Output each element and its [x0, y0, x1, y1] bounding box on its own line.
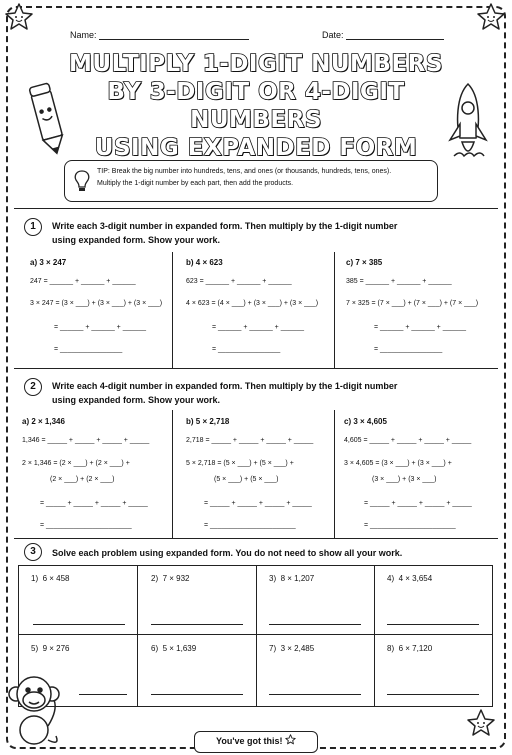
problem-expression: 5 × 1,639 — [162, 644, 197, 653]
multiply-line[interactable]: (3 × ___) + (3 × ___) — [372, 476, 437, 483]
instruction-line: using expanded form. Show your work. — [52, 395, 221, 405]
divider — [374, 566, 375, 706]
problem-expression: 6 × 458 — [42, 574, 70, 583]
problem-title: c) 3 × 4,605 — [344, 417, 387, 426]
multiply-line[interactable]: 2 × 1,346 = (2 × ___) + (2 × ___) + — [22, 460, 130, 467]
problem-number: 8) — [387, 644, 395, 653]
answer-line[interactable] — [269, 624, 361, 625]
tip-text: Multiply the 1-digit number by each part, then add the products. — [97, 180, 294, 187]
answer-line[interactable]: = ________________ — [54, 346, 123, 353]
multiply-line[interactable]: (5 × ___) + (5 × ___) — [214, 476, 279, 483]
section-number: 2 — [24, 378, 42, 396]
expanded-form-line[interactable]: 385 = ______ + ______ + ______ — [346, 278, 452, 285]
problem-number: 2) — [151, 574, 159, 583]
section-number: 3 — [24, 543, 42, 561]
monkey-icon — [8, 670, 60, 750]
problem-cell — [31, 574, 70, 583]
answer-line[interactable]: = ________________ — [374, 346, 443, 353]
problem-expression: 4 × 3,654 — [398, 574, 433, 583]
problem-number: 7) — [269, 644, 277, 653]
encouragement-badge — [194, 731, 318, 753]
expanded-form-line[interactable]: 1,346 = _____ + _____ + _____ + _____ — [22, 437, 150, 444]
sum-line[interactable]: = _____ + _____ + _____ + _____ — [364, 500, 472, 507]
divider — [172, 410, 173, 538]
problem-cell — [31, 644, 70, 653]
divider — [334, 410, 335, 538]
answer-line[interactable] — [387, 624, 479, 625]
multiply-line[interactable]: 7 × 325 = (7 × ___) + (7 × ___) + (7 × ___) — [346, 300, 479, 307]
expanded-form-line[interactable]: 623 = ______ + ______ + ______ — [186, 278, 292, 285]
problem-title: b) 5 × 2,718 — [186, 417, 230, 426]
problem-number: 5) — [31, 644, 39, 653]
date-field[interactable] — [322, 30, 444, 40]
instruction-line: Write each 4-digit number in expanded form. Then multiply by the 1-digit number — [52, 381, 398, 391]
problem-expression: 8 × 1,207 — [280, 574, 315, 583]
expanded-form-line[interactable]: 2,718 = _____ + _____ + _____ + _____ — [186, 437, 314, 444]
name-field[interactable] — [70, 30, 249, 40]
answer-line[interactable]: = ______________________ — [40, 522, 132, 529]
title-line: MULTIPLY 1-DIGIT NUMBERS — [69, 51, 443, 77]
section-instructions: Solve each problem using expanded form. You do not need to show all your work. — [52, 548, 403, 558]
date-label: Date: — [322, 30, 344, 40]
problem-expression: 6 × 7,120 — [398, 644, 433, 653]
problem-cell — [269, 644, 314, 653]
divider — [334, 252, 335, 368]
answer-line[interactable]: = ______________________ — [204, 522, 296, 529]
title-line: USING EXPANDED FORM — [94, 135, 418, 161]
name-label: Name: — [70, 30, 97, 40]
problem-title: c) 7 × 385 — [346, 258, 383, 267]
problem-expression: 9 × 276 — [42, 644, 70, 653]
problem-number: 3) — [269, 574, 277, 583]
problem-number: 1) — [31, 574, 39, 583]
star-icon — [466, 708, 496, 738]
problem-cell — [151, 574, 190, 583]
multiply-line[interactable]: 5 × 2,718 = (5 × ___) + (5 × ___) + — [186, 460, 294, 467]
title-line: BY 3-DIGIT OR 4-DIGIT NUMBERS — [107, 79, 405, 133]
sum-line[interactable]: = ______ + ______ + ______ — [374, 324, 467, 331]
multiply-line[interactable]: 4 × 623 = (4 × ___) + (3 × ___) + (3 × ___) — [186, 300, 319, 307]
sum-line[interactable]: = _____ + _____ + _____ + _____ — [40, 500, 148, 507]
answer-line[interactable]: = ______________________ — [364, 522, 456, 529]
divider — [137, 566, 138, 706]
section-number: 1 — [24, 218, 42, 236]
multiply-line[interactable]: 3 × 4,605 = (3 × ___) + (3 × ___) + — [344, 460, 452, 467]
divider — [14, 208, 498, 209]
footer-text: You've got this! — [216, 736, 283, 746]
problem-cell — [269, 574, 314, 583]
problem-expression: 7 × 932 — [162, 574, 190, 583]
divider — [256, 566, 257, 706]
star-icon — [4, 2, 34, 32]
answer-line[interactable] — [387, 694, 479, 695]
instruction-line: using expanded form. Show your work. — [52, 235, 221, 245]
problem-number: 6) — [151, 644, 159, 653]
section-instructions — [52, 219, 397, 247]
problem-cell — [387, 574, 432, 583]
answer-line[interactable] — [151, 694, 243, 695]
page-title — [60, 50, 452, 162]
expanded-form-line[interactable]: 247 = ______ + ______ + ______ — [30, 278, 136, 285]
pencil-mascot-icon — [28, 80, 70, 160]
divider — [19, 634, 492, 635]
sum-line[interactable]: = ______ + ______ + ______ — [54, 324, 147, 331]
expanded-form-line[interactable]: 4,605 = _____ + _____ + _____ + _____ — [344, 437, 472, 444]
lightbulb-icon — [73, 169, 91, 193]
answer-line[interactable]: = ________________ — [212, 346, 281, 353]
divider — [172, 252, 173, 368]
problem-title: b) 4 × 623 — [186, 258, 223, 267]
sum-line[interactable]: = _____ + _____ + _____ + _____ — [204, 500, 312, 507]
multiply-line[interactable]: 3 × 247 = (3 × ___) + (3 × ___) + (3 × ___) — [30, 300, 163, 307]
rocket-icon — [444, 80, 492, 166]
problem-title: a) 3 × 247 — [30, 258, 67, 267]
name-blank[interactable] — [99, 30, 249, 40]
divider — [14, 368, 498, 369]
problem-grid — [18, 565, 493, 707]
tip-text: TIP: Break the big number into hundreds, tens, and ones (or thousands, hundreds, tens, ones). — [97, 168, 392, 175]
problem-expression: 3 × 2,485 — [280, 644, 315, 653]
answer-line[interactable] — [33, 624, 125, 625]
problem-cell — [387, 644, 432, 653]
multiply-line[interactable]: (2 × ___) + (2 × ___) — [50, 476, 115, 483]
tip-box — [64, 160, 438, 202]
divider — [14, 538, 498, 539]
answer-line[interactable] — [79, 694, 127, 695]
date-blank[interactable] — [346, 30, 444, 40]
section-instructions — [52, 379, 397, 407]
sum-line[interactable]: = ______ + ______ + ______ — [212, 324, 305, 331]
answer-line[interactable] — [269, 694, 361, 695]
problem-title: a) 2 × 1,346 — [22, 417, 65, 426]
star-icon — [285, 734, 296, 745]
star-icon — [476, 2, 506, 32]
instruction-line: Write each 3-digit number in expanded form. Then multiply by the 1-digit number — [52, 221, 398, 231]
problem-number: 4) — [387, 574, 395, 583]
answer-line[interactable] — [151, 624, 243, 625]
problem-cell — [151, 644, 196, 653]
